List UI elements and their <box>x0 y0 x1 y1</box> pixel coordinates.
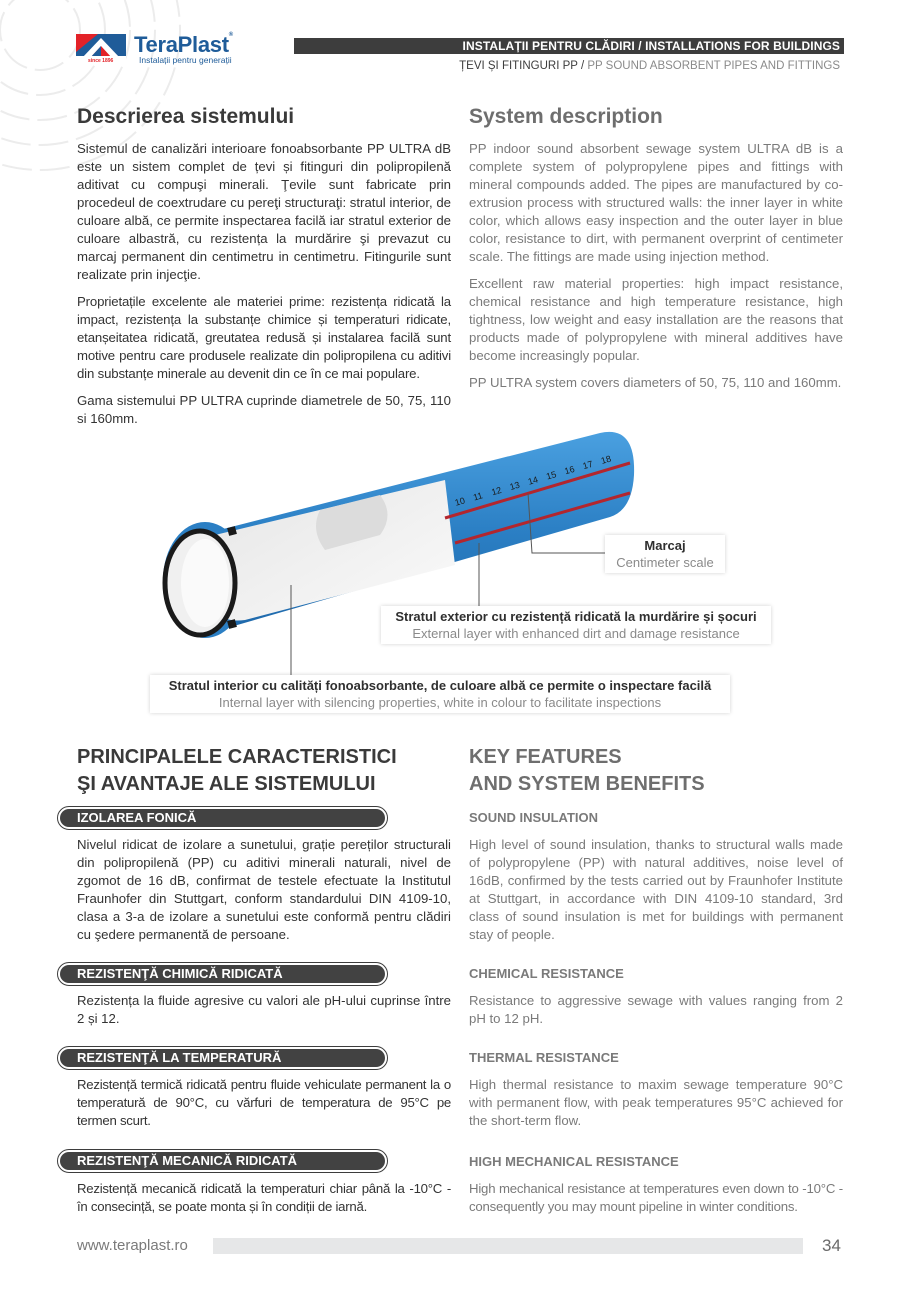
logo-since: since 1896 <box>88 58 114 64</box>
scale-number: 17 <box>581 458 594 472</box>
logo-tagline: Instalații pentru generații <box>139 55 232 65</box>
description-paragraph: Sistemul de canalizări interioare fonoabsorbante PP ULTRA dB este un sistem complet de țevi și fitinguri din polipropilenă aditivat cu compuşi minerali. Ţevile sunt fabricate prin procedeul de coextrudare cu pereţi structuraţi: stratul interior, de culoare albă, ce permite inspectarea facilă iar stratul exterior de culoare albastră, cu rezistența la murdărire şi prevazut cu marcaj permanent din centimetru in centimetru. Fitingurile sunt realizate prin injecţie. <box>77 141 451 282</box>
description-title-ro: Descrierea sistemului <box>77 105 295 128</box>
footer-website-link[interactable]: www.teraplast.ro <box>77 1237 188 1254</box>
description-paragraph: Proprietațile excelente ale materiei prime: rezistența ridicată la impact, rezistența la substanțe chimice și temperaturi ridicate, etanșeitatea ridicată, greutatea redusă și instalarea facilă sunt motive pentru care produsele realizate din polipropilena cu aditivi din substanțe minerale au devenit din ce în ce mai populare. <box>77 294 451 381</box>
feature-badge-sound-insulation: IZOLAREA FONICĂ <box>57 806 388 830</box>
page-number: 34 <box>822 1236 841 1255</box>
scale-number: 18 <box>599 453 613 466</box>
description-paragraph: PP ULTRA system covers diameters of 50, 75, 110 and 160mm. <box>469 375 842 390</box>
scale-number: 14 <box>526 474 540 487</box>
scale-number: 11 <box>471 490 484 503</box>
feature-badge-thermal-resistance: REZISTENŢĂ LA TEMPERATURĂ <box>57 1046 388 1070</box>
pipe-cutaway-figure <box>0 425 920 725</box>
features-heading-en: KEY FEATURES AND SYSTEM BENEFITS <box>469 746 705 795</box>
category-bar <box>294 38 844 54</box>
teraplast-logo[interactable] <box>76 34 246 68</box>
description-paragraph: PP indoor sound absorbent sewage system ULTRA dB is a complete system of polypropylene pipes and fittings with mineral compounds added. The pipes are manufactured by co-extrusion process with structured walls: the inner layer in white color, which allows easy inspection and the outer layer in blue color, resistance to dirt, with permanent overprint of centimeter scale. The fittings are made using injection method. <box>469 141 843 264</box>
footer-bar <box>213 1238 803 1254</box>
description-en <box>469 104 843 401</box>
category-title: INSTALAȚII PENTRU CLĂDIRI / INSTALLATIONS FOR BUILDINGS <box>462 39 840 53</box>
description-paragraph: Excellent raw material properties: high impact resistance, chemical resistance and high temperature resistance, high tightness, low weight and easy installation are the reasons that products made of polypropylene with mineral additives have become increasingly popular. <box>469 276 843 363</box>
feature-text-ro: Rezistență mecanică ridicată la temperaturi chiar până la -10°C - în consecință, se poate monta și în condiții de iarnă. <box>77 1181 451 1214</box>
scale-number: 15 <box>545 469 558 482</box>
description-paragraph: Gama sistemului PP ULTRA cuprinde diametrele de 50, 75, 110 si 160mm. <box>77 393 451 426</box>
subcategory <box>459 60 840 72</box>
callout-outer-layer: Stratul exterior cu rezistență ridicată la murdărire și șocuri External layer with enhanced dirt and damage resistance <box>381 606 771 644</box>
feature-badge-mechanical-resistance: REZISTENŢĂ MECANICĂ RIDICATĂ <box>57 1149 388 1173</box>
feature-title-en: THERMAL RESISTANCE <box>469 1050 619 1065</box>
subcategory-en: PP SOUND ABSORBENT PIPES AND FITTINGS <box>584 60 840 72</box>
description-title-en: System description <box>469 105 663 128</box>
feature-title-en: SOUND INSULATION <box>469 810 599 825</box>
scale-number: 10 <box>453 495 467 508</box>
scale-number: 16 <box>563 463 576 477</box>
description-ro <box>77 104 451 437</box>
feature-text-en: High thermal resistance to maxim sewage temperature 90°C with permanent flow, with peak temperatures 95°C achieved for the short-term flow. <box>469 1077 843 1128</box>
feature-badge-chemical-resistance: REZISTENŢĂ CHIMICĂ RIDICATĂ <box>57 962 388 986</box>
callout-marking: Marcaj Centimeter scale <box>605 535 725 573</box>
features-heading-ro: PRINCIPALELE CARACTERISTICI ŞI AVANTAJE ALE SISTEMULUI <box>77 746 397 795</box>
feature-text-ro: Rezistența la fluide agresive cu valori ale pH-ului cuprinse între 2 și 12. <box>77 993 451 1026</box>
feature-text-en: High level of sound insulation, thanks to structural walls made of polypropylene (PP) with natural additives, noise level of 16dB, confirmed by the tests carried out by Fraunhofer Institute at Stuttgart, in accordance with DIN 4109-10 standard, 3rd class of sound insulation is met for buildings with permanent stay of people. <box>469 837 843 942</box>
feature-text-ro: Nivelul ridicat de izolare a sunetului, grație pereților structurali din polipropilenă (PP) cu aditivi minerali naturali, nivel de zgomot de 16 dB, confirmat de testele efectuate la Institutul Fraunhofer din Stuttgart, conform standardului DIN 4109-10, clasa a 3-a de izolare a sunetului este conformă pentru clădiri cu şedere permanentă de persoane. <box>77 837 451 942</box>
scale-number: 13 <box>508 479 521 493</box>
scale-number: 12 <box>490 484 503 498</box>
feature-title-en: HIGH MECHANICAL RESISTANCE <box>469 1154 679 1169</box>
subcategory-ro: ȚEVI ȘI FITINGURI PP / <box>459 60 585 72</box>
feature-text-en: Resistance to aggressive sewage with values ranging from 2 pH to 12 pH. <box>469 993 843 1026</box>
feature-text-en: High mechanical resistance at temperatures even down to -10°C - consequently you may mount pipeline in winter conditions. <box>469 1181 843 1214</box>
feature-text-ro: Rezistență termică ridicată pentru fluide vehiculate permanent la o temperatură de 90°C, cu vărfuri de temperatura de 95°C pe termen scurt. <box>77 1077 451 1128</box>
logo-name: TeraPlast® <box>134 32 233 57</box>
feature-title-en: CHEMICAL RESISTANCE <box>469 966 624 981</box>
callout-inner-layer: Stratul interior cu calități fonoabsorbante, de culoare albă ce permite o inspectare facilă Internal layer with silencing properties, white in colour to facilitate inspections <box>150 675 730 713</box>
